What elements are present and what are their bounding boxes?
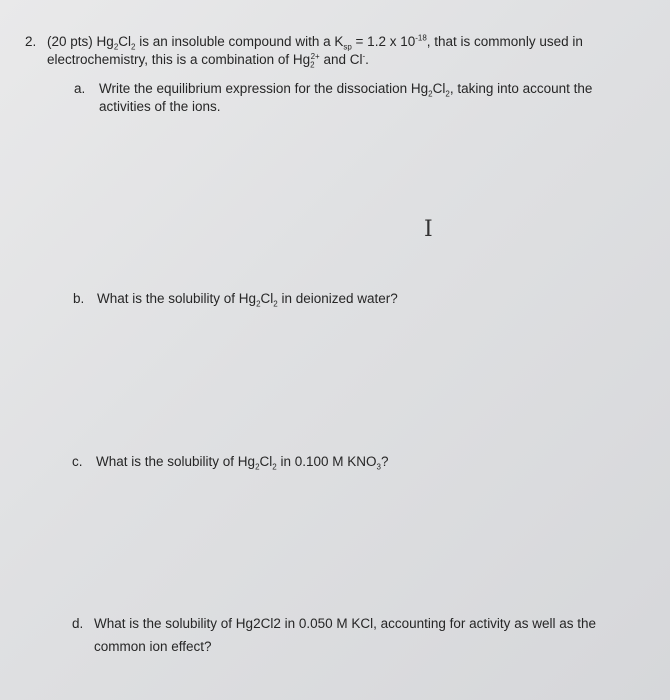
part-c-text: What is the solubility of $Hg_2Cl_2$ in 0.100 M $KNO_3$?: [96, 454, 389, 472]
question-stem-line1: (20 pts) $Hg_2Cl_2$ is an insoluble compound with a $K_{sp} = 1.2$ x $10^{-18}$, that is commonly used in: [47, 33, 583, 52]
part-a-line2: activities of the ions.: [99, 99, 221, 114]
part-b-letter: b.: [73, 291, 85, 306]
part-a-line1: Write the equilibrium expression for the dissociation $Hg_2Cl_2$, taking into account the: [99, 81, 593, 99]
question-number: 2.: [25, 34, 37, 49]
part-a-letter: a.: [74, 81, 86, 96]
points-label: (20 pts): [47, 34, 93, 49]
part-d-line2: common ion effect?: [94, 639, 212, 654]
part-c-letter: c.: [72, 454, 83, 469]
part-d-letter: d.: [72, 616, 84, 631]
text-cursor-icon: I: [424, 217, 433, 242]
part-d-line1: What is the solubility of Hg2Cl2 in 0.050 M KCl, accounting for activity as well as the: [94, 616, 596, 631]
question-stem-line2: electrochemistry, this is a combination of $Hg_2^{2+}$ and Cl-.: [47, 51, 369, 70]
part-b-text: What is the solubility of $Hg_2Cl_2$ in deionized water?: [97, 291, 398, 309]
